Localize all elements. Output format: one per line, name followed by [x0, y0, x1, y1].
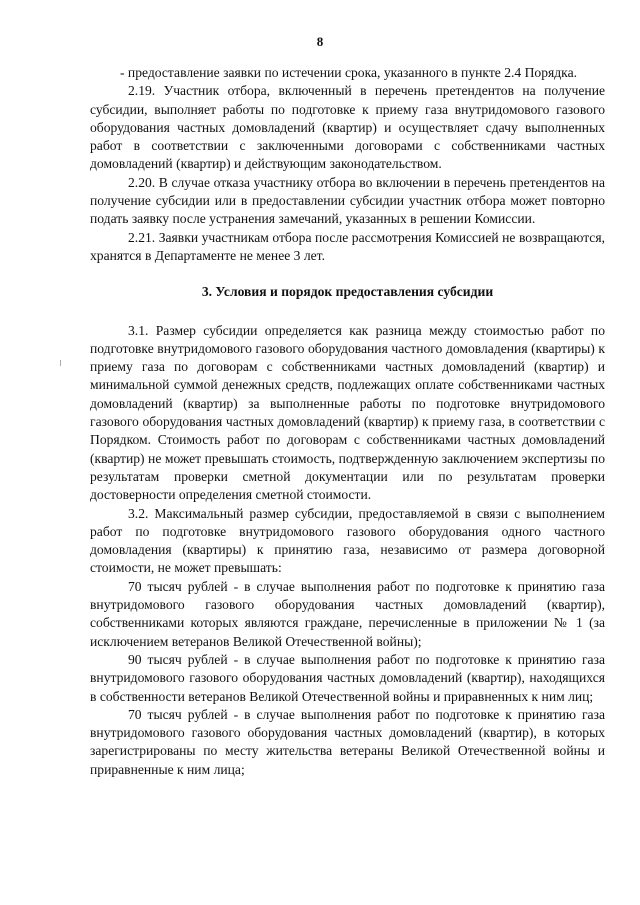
- paragraph-2-19: 2.19. Участник отбора, включенный в перечень претендентов на получение субсидии, выполняет работы по подготовке к приему газа внутридомового газового оборудования частных домовладений (квартир) и осуществляет сдачу выполненных работ в соответствии с заключенными договорами с собственниками частных домовладений (квартир) и действующим законодательством.: [90, 83, 605, 172]
- paragraph-3-2: 3.2. Максимальный размер субсидии, предоставляемой в связи с выполнением работ по подготовке внутридомового газового оборудования одного частного домовладения (квартиры) к принятию газа, независимо от размера договорной стоимости, не может превышать:: [90, 505, 605, 576]
- paragraph-3-2-item-1: 70 тысяч рублей - в случае выполнения работ по подготовке к принятию газа внутридомового газового оборудования частных домовладений (квартир), собственниками которых являются граждане, перечисленные в приложении № 1 (за исключением ветеранов Великой Отечественной войны);: [90, 578, 605, 649]
- margin-mark: [60, 360, 61, 366]
- paragraph-3-2-item-2: 90 тысяч рублей - в случае выполнения работ по подготовке к принятию газа внутридомового газового оборудования частных домовладений (квартир), находящихся в собственности ветеранов Великой Отечественной войны и приравненных к ним лиц;: [90, 651, 605, 704]
- paragraph-3-1: 3.1. Размер субсидии определяется как разница между стоимостью работ по подготовке внутридомового газового оборудования частного домовладения (квартиры) к приему газа по договорам с собственниками частных домовладений (квартир) и минимальной суммой денежных средств, подлежащих оплате собственниками частных домовладений (квартир) за выполненные работы по подготовке внутридомового газового оборудования частных домовладений (квартир) к приему газа, в соответствии с Порядком. Стоимость работ по договорам с собственниками частных домовладений (квартир) не может превышать стоимость, подтвержденную заключением экспертизы по результатам проверки сметной документации или по результатам проверки достоверности определения сметной стоимости.: [90, 322, 605, 503]
- paragraph-2-21: 2.21. Заявки участникам отбора после рассмотрения Комиссией не возвращаются, хранятся в Департаменте не менее 3 лет.: [90, 229, 605, 263]
- paragraph-2-18-item: - предоставление заявки по истечении срока, указанного в пункте 2.4 Порядка.: [120, 65, 578, 80]
- document-body: [90, 64, 605, 779]
- section-title: 3. Условия и порядок предоставления субсидии: [201, 284, 494, 300]
- paragraph-3-2-item-3: 70 тысяч рублей - в случае выполнения работ по подготовке к принятию газа внутридомового газового оборудования частных домовладений (квартир), в которых зарегистрированы по месту жительства ветераны Великой Отечественной войны и приравненные к ним лица;: [90, 706, 605, 777]
- page-number: 8: [316, 34, 324, 49]
- paragraph-2-20: 2.20. В случае отказа участнику отбора во включении в перечень претендентов на получение субсидии или в предоставлении субсидии участник отбора может повторно подать заявку после устранения замечаний, указанных в решении Комиссии.: [90, 174, 605, 227]
